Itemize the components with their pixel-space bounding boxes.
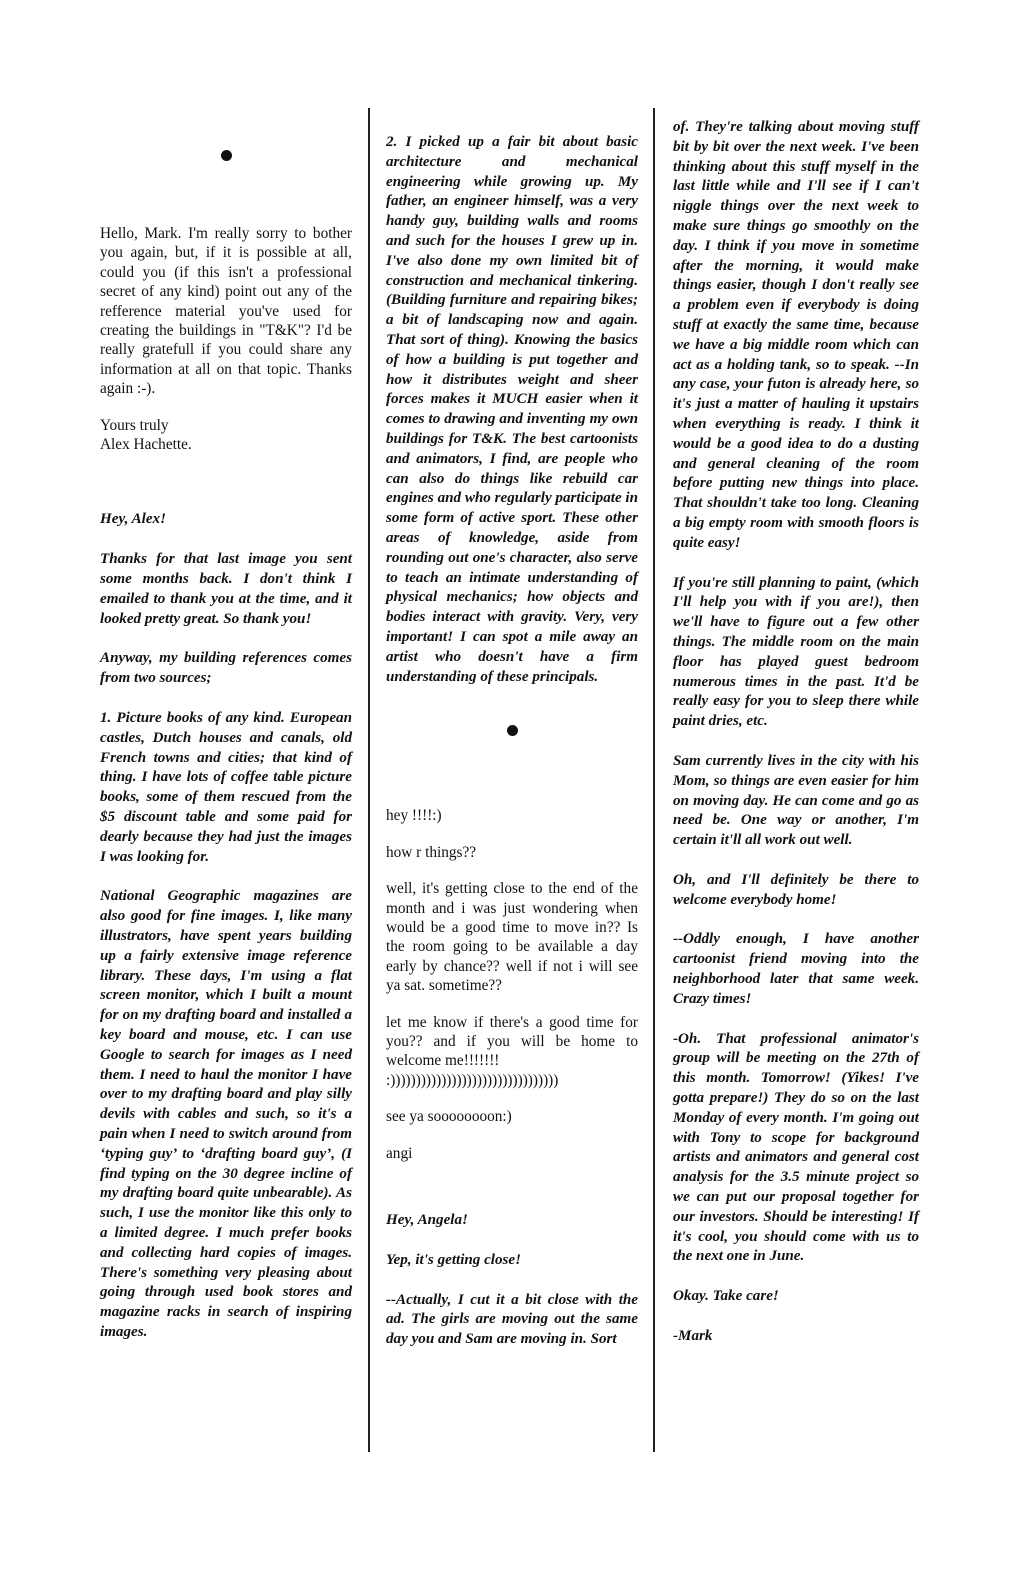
column-divider-2 xyxy=(653,108,655,1452)
letter-line: well, it's getting close to the end of the month and i was just wondering when would be a good time to move in?? Is the room going to be available a day early by chance?? well if not i will see ya sat. sometime?? xyxy=(386,880,638,995)
reply-paragraph: Oh, and I'll definitely be there to welcome everybody home! xyxy=(673,871,919,908)
reply-paragraph: --Actually, I cut it a bit close with the ad. The girls are moving out the same day you and Sam are moving in. Sort xyxy=(386,1291,638,1348)
column-divider-1 xyxy=(368,108,370,1452)
reply-paragraph: National Geographic magazines are also good for fine images. I, like many illustrators, have spent years building up a fairly extensive image reference library. These days, I'm using a flat screen monitor, which I built a mount for on my drafting board and installed a key board and mouse, etc. I can use Google to search for images as I need them. I need to haul the monitor I have over to my drafting board and play silly devils with cables and such, so it's a pain when I need to switch around from ‘typing guy’ to ‘drafting board guy’, (I find typing on the 30 degree incline of my drafting board quite unbearable). As such, I use the monitor like this only to a limited degree. I much prefer books and collecting hard copies of images. There's something very pleasing about going through used book stores and magazine racks in search of inspiring images. xyxy=(100,888,352,1340)
reply-paragraph: --Oddly enough, I have another cartoonist friend moving into the neighborhood later that same week. Crazy times! xyxy=(673,931,919,1007)
column-2 xyxy=(386,133,638,1350)
reply-paragraph: -Oh. That professional animator's group will be meeting on the 27th of this month. Tomorrow! (Yikes! I've gotta prepare!) They do so on the last Monday of every month. I'm going out with Tony to scope for background artists and animators and general cost analysis for the 3.5 minute project so we can put our proposal together for our investors. Should be interesting! If it's cool, you should come with us to the next one in June. xyxy=(673,1030,919,1265)
reply-signoff: -Mark xyxy=(673,1328,713,1345)
reply-to-alex xyxy=(100,510,352,1342)
reply-paragraph: 2. I picked up a fair bit about basic architecture and mechanical engineering while growing up. My father, an engineer himself, was a very handy guy, building walls and rooms and such for the houses I grew up in. I've also done my own limited bit of construction and mechanical tinkering. (Building furniture and repairing bikes; a bit of landscaping now and again. That sort of thing). Knowing the basics of how a building is put together and how it distributes weight and sheer forces makes it MUCH easier when it comes to drawing and inventing my own buildings for T&K. The best cartoonists and animators, I find, are people who can also do things like rebuild car engines and who regularly participate in some form of active sport. These other areas of knowledge, aside from rounding out one's character, also serve to teach an intimate understanding of physical mechanics; how objects and bodies interact with gravity. Very, very important! I can spot a mile away an artist who doesn't have a firm understanding of these principals. xyxy=(386,134,639,685)
letter-line: hey !!!!:) xyxy=(386,807,442,825)
reply-paragraph: Thanks for that last image you sent some months back. I don't think I emailed to thank you at the time, and it looked pretty great. So thank you! xyxy=(100,551,352,627)
letter-signature: Alex Hachette. xyxy=(100,436,192,454)
reply-paragraph: Okay. Take care! xyxy=(673,1288,779,1305)
section-bullet-icon xyxy=(507,725,518,736)
reply-to-angela xyxy=(386,1211,638,1350)
reply-paragraph: 1. Picture books of any kind. European castles, Dutch houses and canals, old French towns and cities; that kind of thing. I have lots of coffee table picture books, some of them rescued from the $5 discount table and some paid for dearly because they had just the images I was looking for. xyxy=(100,710,352,865)
reply-to-alex-continued xyxy=(386,133,638,687)
reply-paragraph: If you're still planning to paint, (which I'll help you with if you are!), then we'll have to figure out a few other things. The middle room on the main floor has played guest bedroom numerous times in the past. It'd be really easy for you to sleep there while paint dries, etc. xyxy=(673,574,919,730)
reply-to-angela-continued xyxy=(673,118,919,1347)
reply-paragraph: Anyway, my building references comes from two sources; xyxy=(100,650,352,687)
letter-signature: angi xyxy=(386,1144,413,1162)
letter-body: Hello, Mark. I'm really sorry to bother you again, but, if it is possible at all, could you (if this isn't a professional secret of any kind) point out any of the refference material you've used for creating the buildings in "T&K"? I'd be really gratefull if you could share any information at all on that topic. Thanks again :-). xyxy=(100,225,352,398)
reply-greeting: Hey, Alex! xyxy=(100,511,166,528)
letter-line: see ya soooooooon:) xyxy=(386,1108,512,1126)
reply-greeting: Hey, Angela! xyxy=(386,1212,468,1228)
letter-line: :))))))))))))))))))))))))))))))))) xyxy=(386,1071,559,1089)
section-bullet-icon xyxy=(221,150,232,161)
column-3 xyxy=(673,118,919,1347)
reader-letter-alex xyxy=(100,224,352,454)
letter-closing: Yours truly xyxy=(100,416,169,434)
reader-letter-angi xyxy=(386,806,638,1163)
reply-paragraph: Sam currently lives in the city with his Mom, so things are even easier for him on moving day. He can come and go as need be. One way or another, I'm certain it'll all work out well. xyxy=(673,752,919,849)
letter-line: let me know if there's a good time for you?? and if you will be home to welcome me!!!!!!! xyxy=(386,1013,638,1070)
column-1 xyxy=(100,150,352,1343)
letter-line: how r things?? xyxy=(386,843,477,861)
reply-paragraph: Yep, it's getting close! xyxy=(386,1251,521,1268)
reply-paragraph: of. They're talking about moving stuff bit by bit over the next week. I've been thinking about this stuff myself in the last little while and I'll see if I can't niggle things over the next week to make sure things go smoothly on the day. I think if you move in sometime after the morning, it would make things easier, though I don't really see a problem even if everybody is doing stuff at exactly the same time, because we have a big middle room which can act as a holding tank, so to speak. --In any case, your futon is already here, so it's just a matter of hauling it upstairs when everything is ready. I think it would be a good idea to do a dusting and general cleaning of the room before putting new things into place. That shouldn't take too long. Cleaning a big empty room with smooth floors is quite easy! xyxy=(673,119,919,551)
